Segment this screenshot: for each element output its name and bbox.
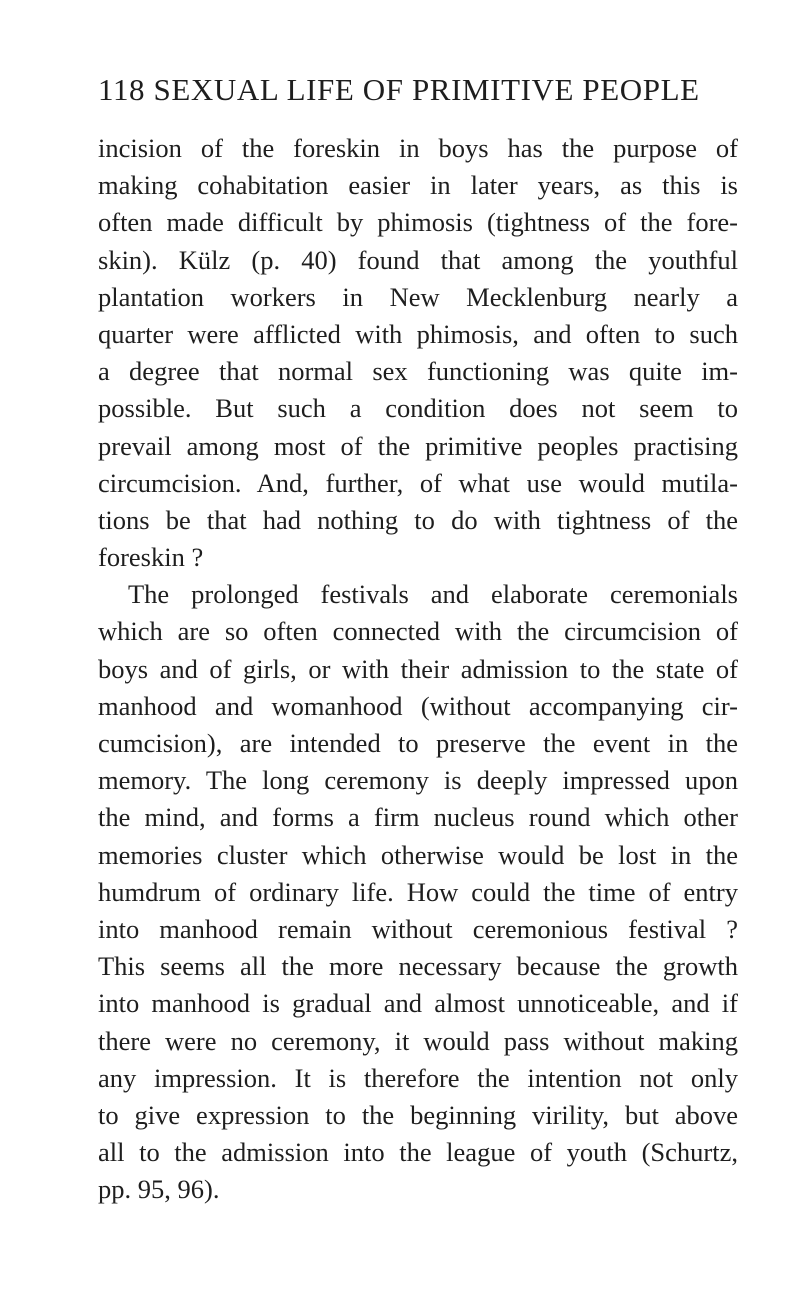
text-line: humdrum of ordinary life. How could the time of entry <box>98 876 738 907</box>
text-line: prevail among most of the primitive peoples practising <box>98 430 738 461</box>
text-line: quarter were afflicted with phimosis, and often to such <box>98 318 738 349</box>
page-number: 118 <box>98 72 146 107</box>
text-line: all to the admission into the league of youth (Schurtz, <box>98 1137 738 1168</box>
body-text <box>98 130 738 1208</box>
text-line: foreskin ? <box>98 542 204 573</box>
text-line: into manhood remain without ceremonious festival ? <box>98 913 738 944</box>
text-line: making cohabitation easier in later years, as this is <box>98 170 738 201</box>
text-line: the mind, and forms a firm nucleus round which other <box>98 802 738 833</box>
text-line: to give expression to the beginning virility, but above <box>98 1099 738 1130</box>
text-line: circumcision. And, further, of what use would mutila- <box>98 467 738 498</box>
text-line: memories cluster which otherwise would be lost in the <box>98 839 738 870</box>
text-line: memory. The long ceremony is deeply impressed upon <box>98 765 738 796</box>
text-line: possible. But such a condition does not seem to <box>98 393 738 424</box>
text-line: This seems all the more necessary because the growth <box>98 951 738 982</box>
text-line: into manhood is gradual and almost unnoticeable, and if <box>98 988 738 1019</box>
text-line: tions be that had nothing to do with tightness of the <box>98 504 738 535</box>
text-line: there were no ceremony, it would pass without making <box>98 1025 738 1056</box>
text-line: plantation workers in New Mecklenburg nearly a <box>98 281 738 312</box>
text-line: boys and of girls, or with their admission to the state of <box>98 653 738 684</box>
text-line: which are so often connected with the circumcision of <box>98 616 738 647</box>
text-line: pp. 95, 96). <box>98 1174 220 1205</box>
text-line: manhood and womanhood (without accompanying cir- <box>98 690 738 721</box>
text-line: any impression. It is therefore the intention not only <box>98 1062 738 1093</box>
text-line: often made difficult by phimosis (tightness of the fore- <box>98 207 738 238</box>
text-line: cumcision), are intended to preserve the event in the <box>98 728 738 758</box>
text-line: The prolonged festivals and elaborate ceremonials <box>128 579 738 610</box>
running-title: SEXUAL LIFE OF PRIMITIVE PEOPLE <box>153 72 700 107</box>
text-line: skin). Külz (p. 40) found that among the youthful <box>98 244 738 275</box>
running-head <box>98 70 738 110</box>
text-line: incision of the foreskin in boys has the purpose of <box>98 133 738 163</box>
text-line: a degree that normal sex functioning was quite im- <box>98 356 738 387</box>
